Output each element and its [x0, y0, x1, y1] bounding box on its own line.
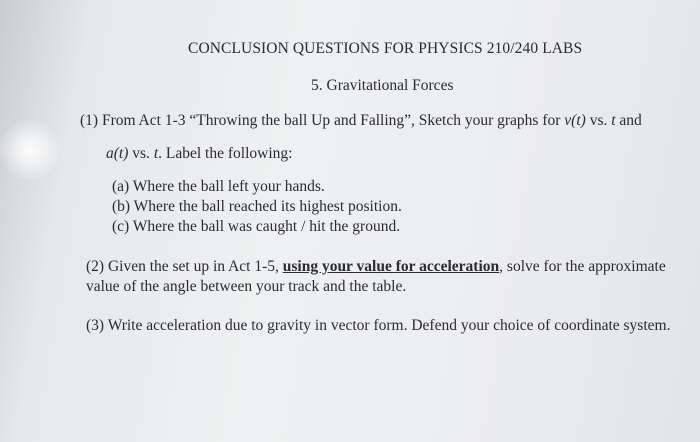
math-t: t — [611, 112, 616, 129]
question-1-label-instruction: . Label the following: — [158, 145, 293, 162]
question-1-text: From Act 1-3 “Throwing the ball Up and Falling”, Sketch your graphs for — [101, 112, 565, 129]
question-1-line-1 — [80, 112, 642, 130]
section-subtitle: 5. Gravitational Forces — [311, 77, 454, 94]
question-1-item-b: (b) Where the ball reached its highest position. — [112, 198, 402, 215]
question-1-line-2 — [106, 145, 292, 163]
question-2-emphasis: using your value for acceleration — [282, 258, 500, 275]
question-2-number: (2) — [86, 258, 105, 275]
question-2-suffix: , solve for the approximate — [499, 258, 666, 275]
question-1-number: (1) — [80, 112, 99, 129]
question-1-items — [112, 178, 402, 238]
question-3-text: Write acceleration due to gravity in vector form. Defend your choice of coordinate system. — [107, 317, 671, 334]
question-2-text: Given the set up in Act 1-5, — [107, 258, 283, 275]
question-1-and: and — [615, 112, 642, 129]
question-2-line-2: value of the angle between your track and the table. — [86, 278, 407, 295]
question-1-item-c: (c) Where the ball was caught / hit the ground. — [112, 218, 401, 235]
math-t: t — [153, 145, 159, 162]
vs-text: vs. — [128, 145, 154, 162]
question-1-item-a: (a) Where the ball left your hands. — [112, 178, 325, 195]
math-a-of-t: a(t) — [106, 145, 129, 162]
light-glare — [0, 120, 60, 180]
document-title: CONCLUSION QUESTIONS FOR PHYSICS 210/240 LABS — [188, 40, 583, 57]
question-2-line-1 — [86, 258, 666, 276]
vs-text: vs. — [585, 112, 612, 129]
math-v-of-t: v(t) — [564, 112, 586, 129]
question-3 — [86, 317, 670, 335]
question-3-number: (3) — [86, 317, 105, 334]
